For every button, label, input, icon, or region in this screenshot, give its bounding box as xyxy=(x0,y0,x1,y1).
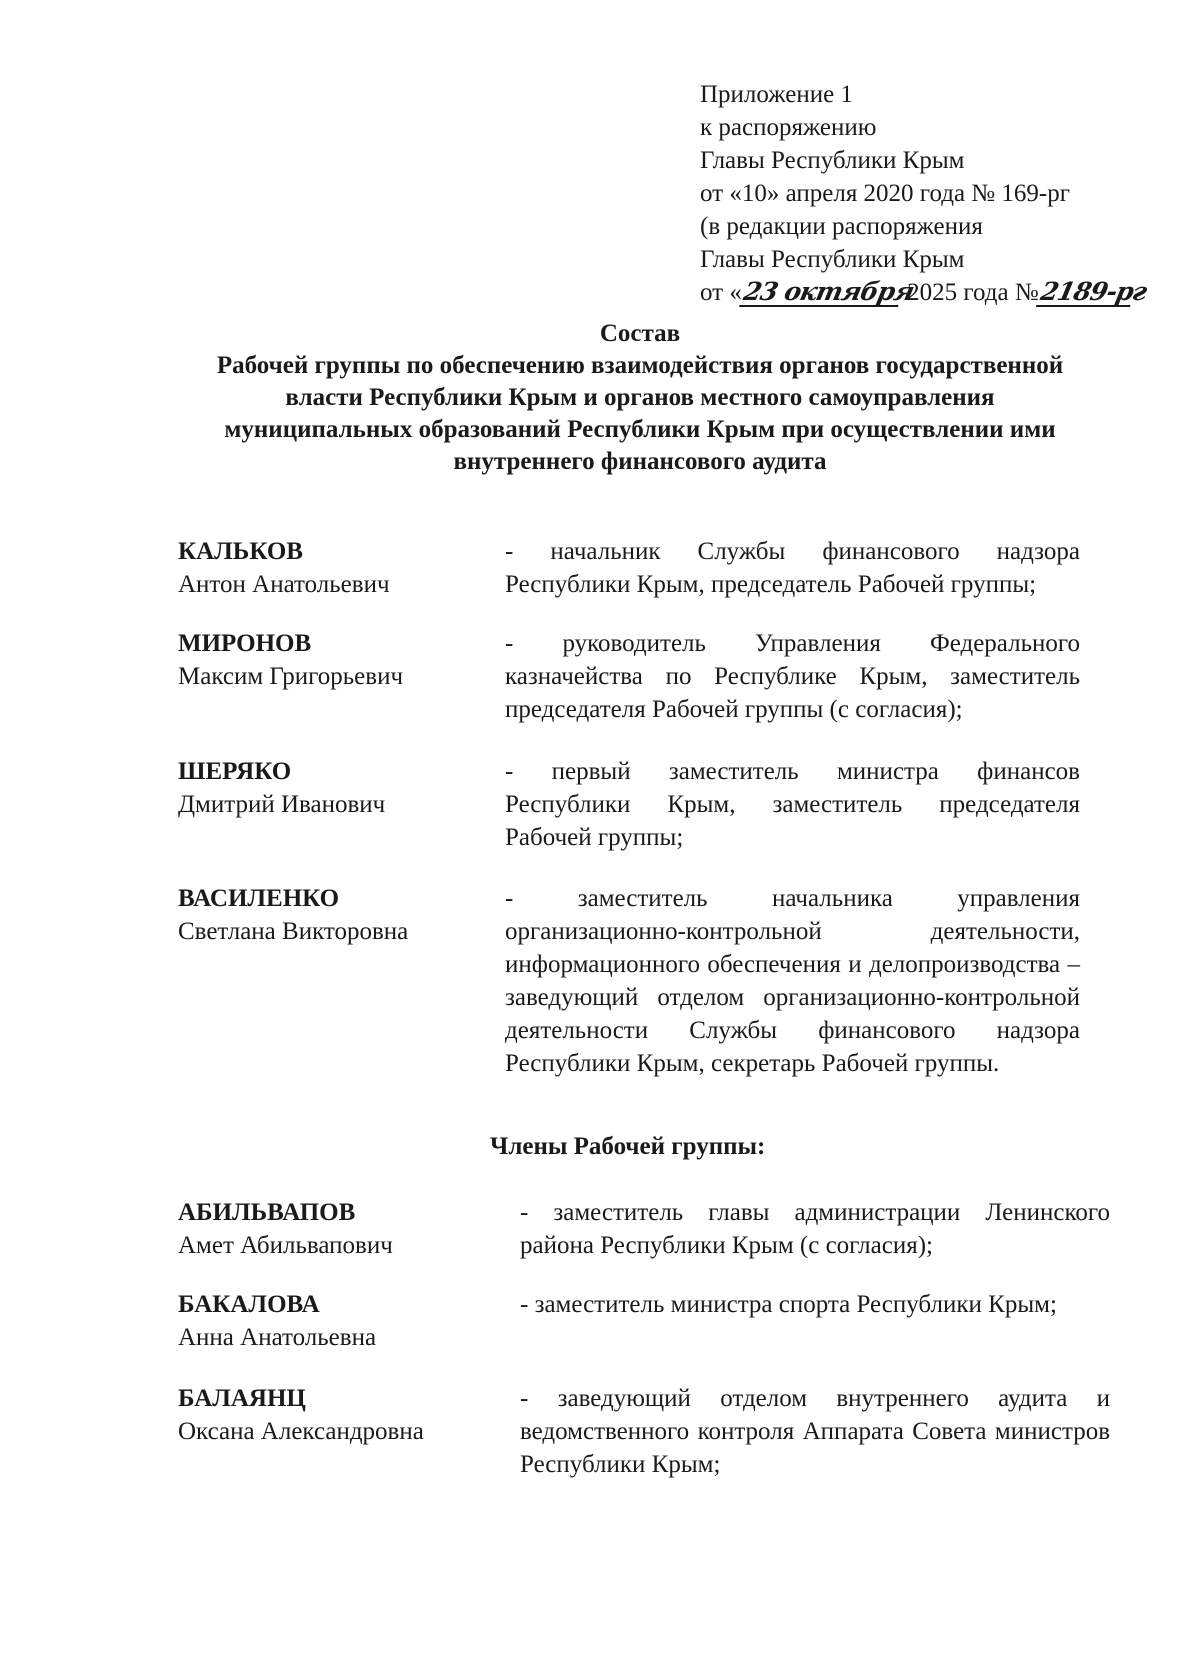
person-surname: МИРОНОВ xyxy=(178,630,312,657)
annex-line-6: Главы Республики Крым xyxy=(700,246,965,273)
person-name xyxy=(178,1382,498,1448)
person-role: - начальник Службы финансового надзора Республики Крым, председатель Рабочей группы; xyxy=(505,538,1080,598)
person-role: - заместитель главы администрации Ленинского района Республики Крым (с согласия); xyxy=(520,1199,1110,1259)
person-surname: ШЕРЯКО xyxy=(178,758,292,785)
person-given-names: Анна Анатольевна xyxy=(178,1324,377,1351)
person-given-names: Светлана Викторовна xyxy=(178,918,409,945)
person-role: - первый заместитель министра финансов Республики Крым, заместитель председателя Рабочей группы; xyxy=(505,758,1080,851)
person-name xyxy=(178,755,498,821)
person-given-names: Антон Анатольевич xyxy=(178,571,390,598)
person-name xyxy=(178,627,498,693)
title-line-2: власти Республики Крым и органов местного самоуправления xyxy=(285,384,995,411)
annex-block xyxy=(700,78,1170,309)
annex-line-1: Приложение 1 xyxy=(700,81,853,108)
person-role: - заведующий отделом внутреннего аудита и ведомственного контроля Аппарата Совета министров Республики Крым; xyxy=(520,1385,1110,1478)
person-surname: АБИЛЬВАПОВ xyxy=(178,1199,356,1226)
person-surname: БАКАЛОВА xyxy=(178,1291,320,1318)
annex-line-2: к распоряжению xyxy=(700,114,877,141)
annex-line-3: Главы Республики Крым xyxy=(700,147,965,174)
title-line-3: муниципальных образований Республики Крым при осуществлении ими xyxy=(224,416,1056,443)
annex-date-prefix: от « xyxy=(700,279,742,306)
person-name xyxy=(178,1196,498,1262)
person-surname: БАЛАЯНЦ xyxy=(178,1385,306,1412)
annex-date-middle: 2025 года № xyxy=(900,279,1039,306)
handwritten-number: 2189-рг xyxy=(1036,279,1136,307)
person-name xyxy=(178,882,498,948)
person-given-names: Оксана Александровна xyxy=(178,1418,424,1445)
person-role: - руководитель Управления Федерального казначейства по Республике Крым, заместитель председателя Рабочей группы (с согласия); xyxy=(505,630,1080,723)
annex-line-4: от «10» апреля 2020 года № 169-рг xyxy=(700,180,1070,207)
person-surname: КАЛЬКОВ xyxy=(178,538,303,565)
handwritten-date: 23 октября xyxy=(739,279,904,307)
title-heading: Состав xyxy=(599,320,681,347)
members-heading: Члены Рабочей группы: xyxy=(490,1133,766,1160)
person-name xyxy=(178,535,498,601)
person-given-names: Дмитрий Иванович xyxy=(178,791,386,818)
person-role: - заместитель министра спорта Республики Крым; xyxy=(520,1291,1057,1318)
person-name xyxy=(178,1288,498,1354)
title-line-1: Рабочей группы по обеспечению взаимодействия органов государственной xyxy=(216,352,1064,379)
person-surname: ВАСИЛЕНКО xyxy=(178,885,340,912)
person-given-names: Максим Григорьевич xyxy=(178,663,404,690)
document-title xyxy=(150,318,1130,478)
person-given-names: Амет Абильвапович xyxy=(178,1232,393,1259)
annex-line-5: (в редакции распоряжения xyxy=(700,213,983,240)
person-role: - заместитель начальника управления организационно-контрольной деятельности, информационного обеспечения и делопроизводства – заведующий отделом организационно-контрольной деятельности Службы финансового надзора Республики Крым, секретарь Рабочей группы. xyxy=(505,885,1080,1077)
title-line-4: внутреннего финансового аудита xyxy=(453,448,827,475)
annex-line-7 xyxy=(700,276,1170,309)
